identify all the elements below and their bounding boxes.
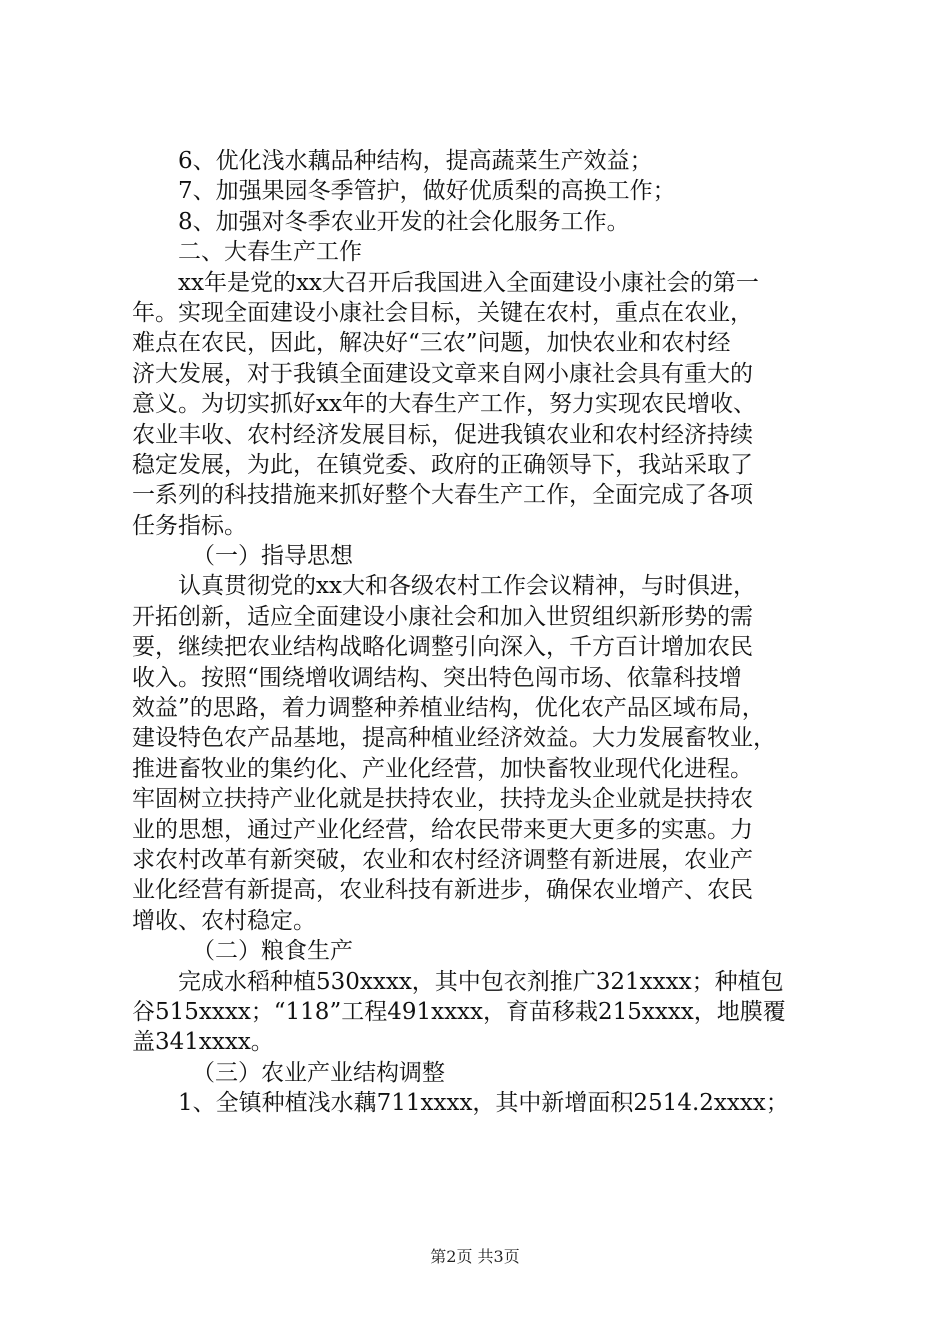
paragraph-line: 稳定发展，为此，在镇党委、政府的正确领导下，我站采取了 [132,451,753,478]
paragraph-line: 一系列的科技措施来抓好整个大春生产工作，全面完成了各项 [132,482,753,509]
paragraph-line: 效益”的思路，着力调整种养植业结构，优化农产品区域布局， [132,695,765,722]
paragraph-line: 谷515xxxx；“118”工程491xxxx，育苗移栽215xxxx，地膜覆 [132,998,786,1025]
paragraph-line: 业的思想，通过产业化经营，给农民带来更大更多的实惠。力 [132,816,753,843]
paragraph-line: 收入。按照“围绕增收调结构、突出特色闯市场、依靠科技增 [132,664,742,691]
paragraph-line: 年。实现全面建设小康社会目标，关键在农村，重点在农业， [132,299,753,326]
paragraph-line: 建设特色农产品基地，提高种植业经济效益。大力发展畜牧业， [132,725,776,752]
document-body [132,146,832,1119]
subsection-heading-2: （二）粮食生产 [192,938,353,965]
page-number-footer: 第2页 共3页 [430,1247,520,1266]
paragraph-line: 认真贯彻党的xx大和各级农村工作会议精神，与时俱进， [178,573,756,600]
list-item-1: 1、全镇种植浅水藕711xxxx，其中新增面积2514.2xxxx； [178,1090,789,1117]
list-item-7: 7、加强果园冬季管护，做好优质梨的高换工作； [178,178,676,205]
list-item-6: 6、优化浅水藕品种结构，提高蔬菜生产效益； [178,148,653,174]
paragraph-line: 要，继续把农业结构战略化调整引向深入，千方百计增加农民 [132,634,753,661]
paragraph-line: 业化经营有新提高，农业科技有新进步，确保农业增产、农民 [132,877,753,904]
paragraph-line: 盖341xxxx。 [132,1029,274,1056]
paragraph-line: 济大发展，对于我镇全面建设文章来自网小康社会具有重大的 [132,360,753,387]
subsection-heading-1: （一）指导思想 [192,543,353,570]
paragraph-line: 农业丰收、农村经济发展目标，促进我镇农业和农村经济持续 [132,421,753,448]
paragraph-line: 完成水稻种植530xxxx，其中包衣剂推广321xxxx；种植包 [178,968,784,995]
paragraph-line: 难点在农民，因此，解决好“三农”问题，加快农业和农村经 [132,330,731,357]
paragraph-line: 任务指标。 [132,512,247,539]
section-heading-2: 二、大春生产工作 [178,239,362,266]
paragraph-line: 开拓创新，适应全面建设小康社会和加入世贸组织新形势的需 [132,603,753,630]
paragraph-line: 意义。为切实抓好xx年的大春生产工作，努力实现农民增收、 [132,391,756,418]
paragraph-line: xx年是党的xx大召开后我国进入全面建设小康社会的第一 [178,269,759,296]
paragraph-line: 牢固树立扶持产业化就是扶持农业，扶持龙头企业就是扶持农 [132,786,753,813]
list-item-8: 8、加强对冬季农业开发的社会化服务工作。 [178,208,630,235]
paragraph-line: 增收、农村稳定。 [132,907,316,934]
subsection-heading-3: （三）农业产业结构调整 [192,1059,445,1086]
paragraph-line: 求农村改革有新突破，农业和农村经济调整有新进展，农业产 [132,846,753,873]
paragraph-line: 推进畜牧业的集约化、产业化经营，加快畜牧业现代化进程。 [132,755,753,782]
